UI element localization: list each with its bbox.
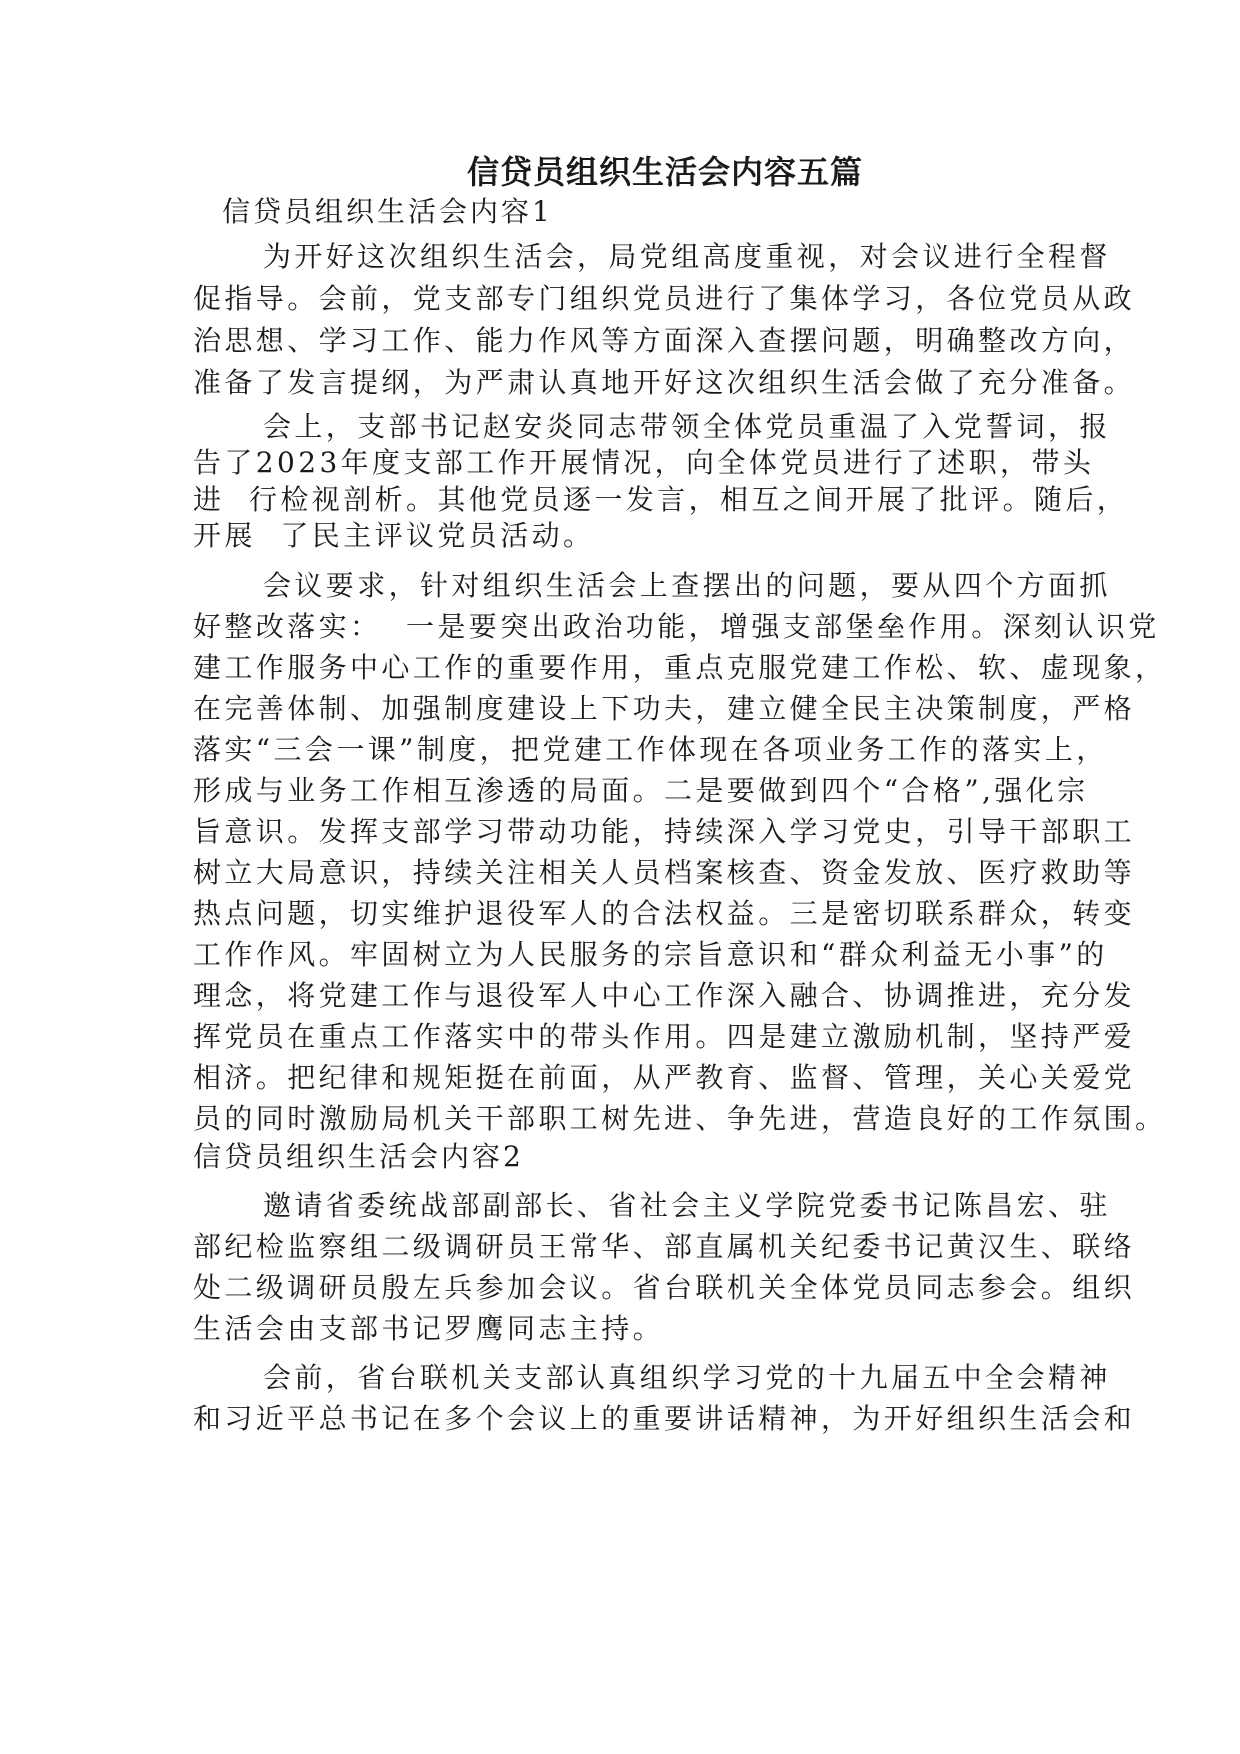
paragraph-line: 树立大局意识，持续关注相关人员档案核查、资金发放、医疗救助等 xyxy=(193,856,1136,889)
paragraph-line: 落实“三会一课”制度，把党建工作体现在各项业务工作的落实上， xyxy=(193,733,1108,766)
paragraph-line: 为开好这次组织生活会，局党组高度重视，对会议进行全程督 xyxy=(263,240,1111,273)
paragraph-line: 和习近平总书记在多个会议上的重要讲话精神，为开好组织生活会和 xyxy=(193,1402,1136,1435)
paragraph-line: 会议要求，针对组织生活会上查摆出的问题，要从四个方面抓 xyxy=(263,569,1111,602)
paragraph-line: 在完善体制、加强制度建设上下功夫，建立健全民主决策制度，严格 xyxy=(193,692,1136,725)
paragraph-line: 生活会由支部书记罗鹰同志主持。 xyxy=(193,1312,665,1345)
paragraph-line: 相济。把纪律和规矩挺在前面，从严教育、监督、管理，关心关爱党 xyxy=(193,1061,1136,1094)
paragraph-line: 处二级调研员殷左兵参加会议。省台联机关全体党员同志参会。组织 xyxy=(193,1271,1136,1304)
paragraph-line: 理念，将党建工作与退役军人中心工作深入融合、协调推进，充分发 xyxy=(193,979,1136,1012)
paragraph-line: 进 行检视剖析。其他党员逐一发言，相互之间开展了批评。随后， xyxy=(193,483,1129,516)
paragraph-line: 促指导。会前，党支部专门组织党员进行了集体学习，各位党员从政 xyxy=(193,282,1136,315)
paragraph-line: 好整改落实： 一是要突出政治功能，增强支部堡垒作用。深刻认识党 xyxy=(193,610,1160,643)
paragraph-line: 建工作服务中心工作的重要作用，重点克服党建工作松、软、虚现象， xyxy=(193,651,1167,684)
paragraph-line: 挥党员在重点工作落实中的带头作用。四是建立激励机制，坚持严爱 xyxy=(193,1020,1136,1053)
paragraph-line: 旨意识。发挥支部学习带动功能，持续深入学习党史，引导干部职工 xyxy=(193,815,1136,848)
paragraph-line: 治思想、学习工作、能力作风等方面深入查摆问题，明确整改方向， xyxy=(193,324,1136,357)
section-heading-2: 信贷员组织生活会内容2 xyxy=(193,1140,524,1173)
paragraph-line: 部纪检监察组二级调研员王常华、部直属机关纪委书记黄汉生、联络 xyxy=(193,1230,1136,1263)
paragraph-line: 工作作风。牢固树立为人民服务的宗旨意识和“群众利益无小事”的 xyxy=(193,938,1108,971)
paragraph-line: 会上，支部书记赵安炎同志带领全体党员重温了入党誓词，报 xyxy=(263,410,1111,443)
paragraph-line: 热点问题，切实维护退役军人的合法权益。三是密切联系群众，转变 xyxy=(193,897,1136,930)
paragraph-line: 会前，省台联机关支部认真组织学习党的十九届五中全会精神 xyxy=(263,1361,1111,1394)
paragraph-line: 形成与业务工作相互渗透的局面。二是要做到四个“合格”,强化宗 xyxy=(193,774,1089,807)
document-title: 信贷员组织生活会内容五篇 xyxy=(466,153,863,191)
paragraph-line: 告了2023年度支部工作开展情况，向全体党员进行了述职，带头 xyxy=(193,446,1095,479)
section-heading-1: 信贷员组织生活会内容1 xyxy=(222,195,553,228)
paragraph-line: 开展 了民主评议党员活动。 xyxy=(193,519,595,552)
paragraph-line: 准备了发言提纲，为严肃认真地开好这次组织生活会做了充分准备。 xyxy=(193,366,1136,399)
paragraph-line: 邀请省委统战部副部长、省社会主义学院党委书记陈昌宏、驻 xyxy=(263,1189,1111,1222)
paragraph-line: 员的同时激励局机关干部职工树先进、争先进，营造良好的工作氛围。 xyxy=(193,1102,1167,1135)
